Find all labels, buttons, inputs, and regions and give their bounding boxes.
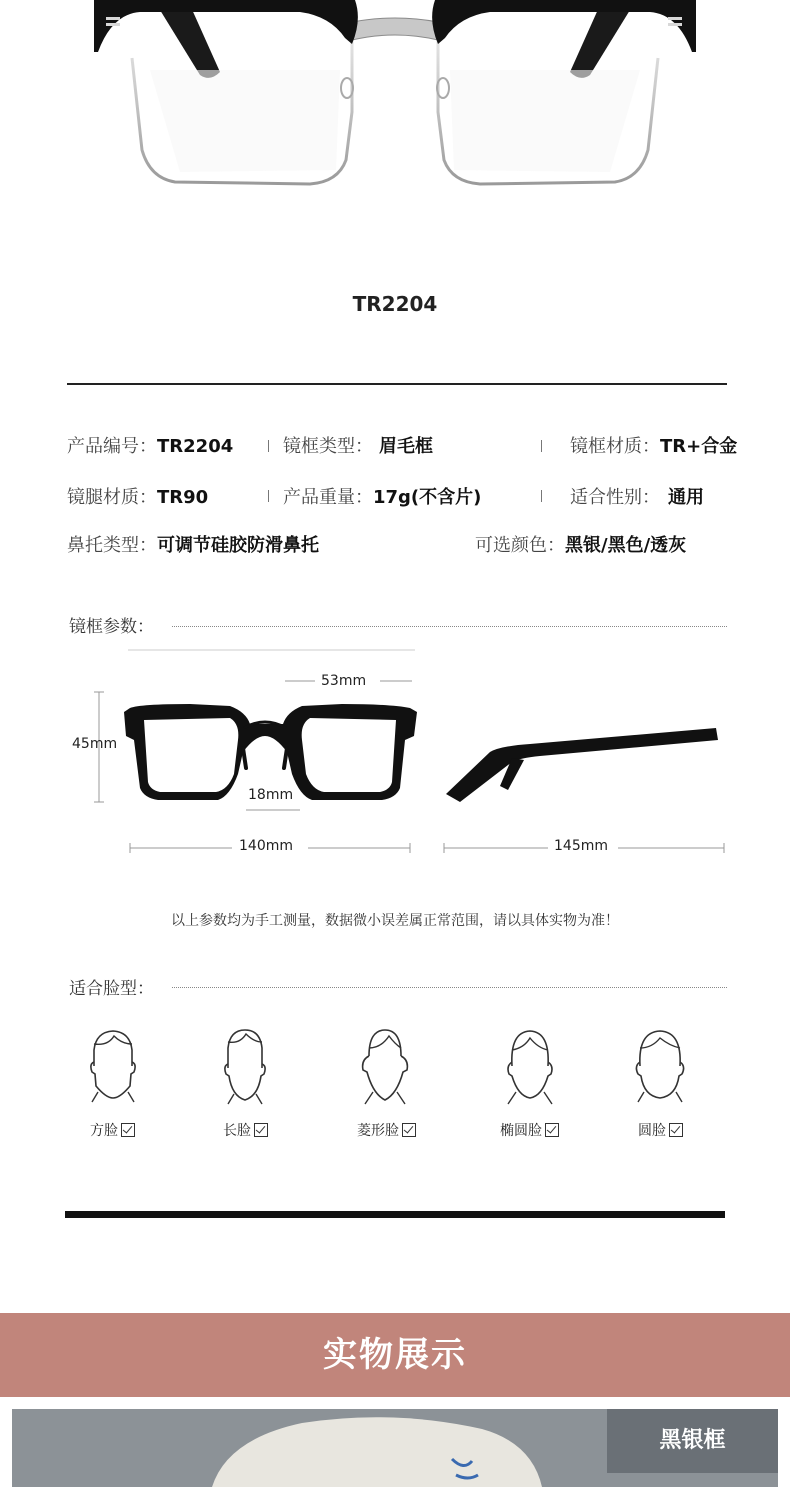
real-photo-banner: 实物展示 <box>0 1313 790 1397</box>
spec-nose-pad <box>67 531 319 557</box>
lens-width-dim: 53mm <box>321 673 367 689</box>
spec-value: 可调节硅胶防滑鼻托 <box>157 535 319 556</box>
oval-face-icon <box>500 1026 560 1106</box>
square-face-icon <box>84 1026 142 1106</box>
checkbox-icon <box>669 1123 683 1137</box>
temple-length-dim: 145mm <box>554 838 608 854</box>
face-label-long <box>223 1120 268 1140</box>
spec-label: 可选颜色： <box>475 535 565 556</box>
bridge-dim: 18mm <box>248 787 294 803</box>
left-browline <box>94 0 358 52</box>
section-divider <box>65 1211 725 1218</box>
spec-frame-material <box>570 432 737 458</box>
spec-gender <box>570 483 704 509</box>
dotted-leader <box>172 626 727 627</box>
separator <box>541 490 542 502</box>
spec-frame-type <box>283 432 433 458</box>
lens-height-dim: 45mm <box>72 736 118 752</box>
spec-label: 产品编号： <box>67 436 157 457</box>
temple-side-view <box>446 728 718 802</box>
spec-label: 镜腿材质： <box>67 487 157 508</box>
face-label-text: 圆脸 <box>638 1123 666 1139</box>
spec-value: TR2204 <box>157 436 234 457</box>
frame-width-dim: 140mm <box>239 838 293 854</box>
frame-params-label: 镜框参数： <box>69 617 154 637</box>
measurement-note: 以上参数均为手工测量，数据微小误差属正常范围，请以具体实物为准！ <box>171 913 619 929</box>
glasses-photo <box>0 0 790 260</box>
bridge <box>352 18 438 40</box>
spec-temple-material <box>67 483 208 509</box>
spec-colors <box>475 531 686 557</box>
spec-weight <box>283 483 481 509</box>
face-label-text: 长脸 <box>223 1123 251 1139</box>
checkbox-icon <box>402 1123 416 1137</box>
right-browline <box>432 0 696 52</box>
spec-value: 17g(不含片) <box>373 487 482 508</box>
face-label-text: 菱形脸 <box>357 1123 399 1139</box>
separator <box>541 440 542 452</box>
spec-value: TR+合金 <box>660 436 738 457</box>
title-divider <box>67 383 727 385</box>
face-shapes-label: 适合脸型： <box>69 979 154 999</box>
color-tag: 黑银框 <box>607 1409 778 1473</box>
round-face-icon <box>630 1026 690 1106</box>
spec-product-no <box>67 432 233 458</box>
model-title: TR2204 <box>352 292 438 316</box>
right-temple <box>570 5 630 78</box>
checkbox-icon <box>121 1123 135 1137</box>
long-face-icon <box>218 1026 272 1106</box>
spec-label: 镜框材质： <box>570 436 660 457</box>
left-temple <box>160 5 220 78</box>
spec-value: 通用 <box>668 487 704 508</box>
face-label-round <box>638 1120 683 1140</box>
face-label-diamond <box>357 1120 416 1140</box>
spec-label: 适合性别： <box>570 487 660 508</box>
face-label-square <box>90 1120 135 1140</box>
spec-value: TR90 <box>157 487 209 508</box>
checkbox-icon <box>254 1123 268 1137</box>
face-label-text: 方脸 <box>90 1123 118 1139</box>
frame-dimension-diagram <box>60 640 740 870</box>
spec-label: 镜框类型： <box>283 436 373 457</box>
face-label-text: 椭圆脸 <box>500 1123 542 1139</box>
spec-label: 鼻托类型： <box>67 535 157 556</box>
face-label-oval <box>500 1120 559 1140</box>
diamond-face-icon <box>355 1026 415 1106</box>
separator <box>268 490 269 502</box>
checkbox-icon <box>545 1123 559 1137</box>
separator <box>268 440 269 452</box>
spec-value: 眉毛框 <box>379 436 433 457</box>
spec-value: 黑银/黑色/透灰 <box>565 535 687 556</box>
spec-label: 产品重量： <box>283 487 373 508</box>
dotted-leader <box>172 987 727 988</box>
